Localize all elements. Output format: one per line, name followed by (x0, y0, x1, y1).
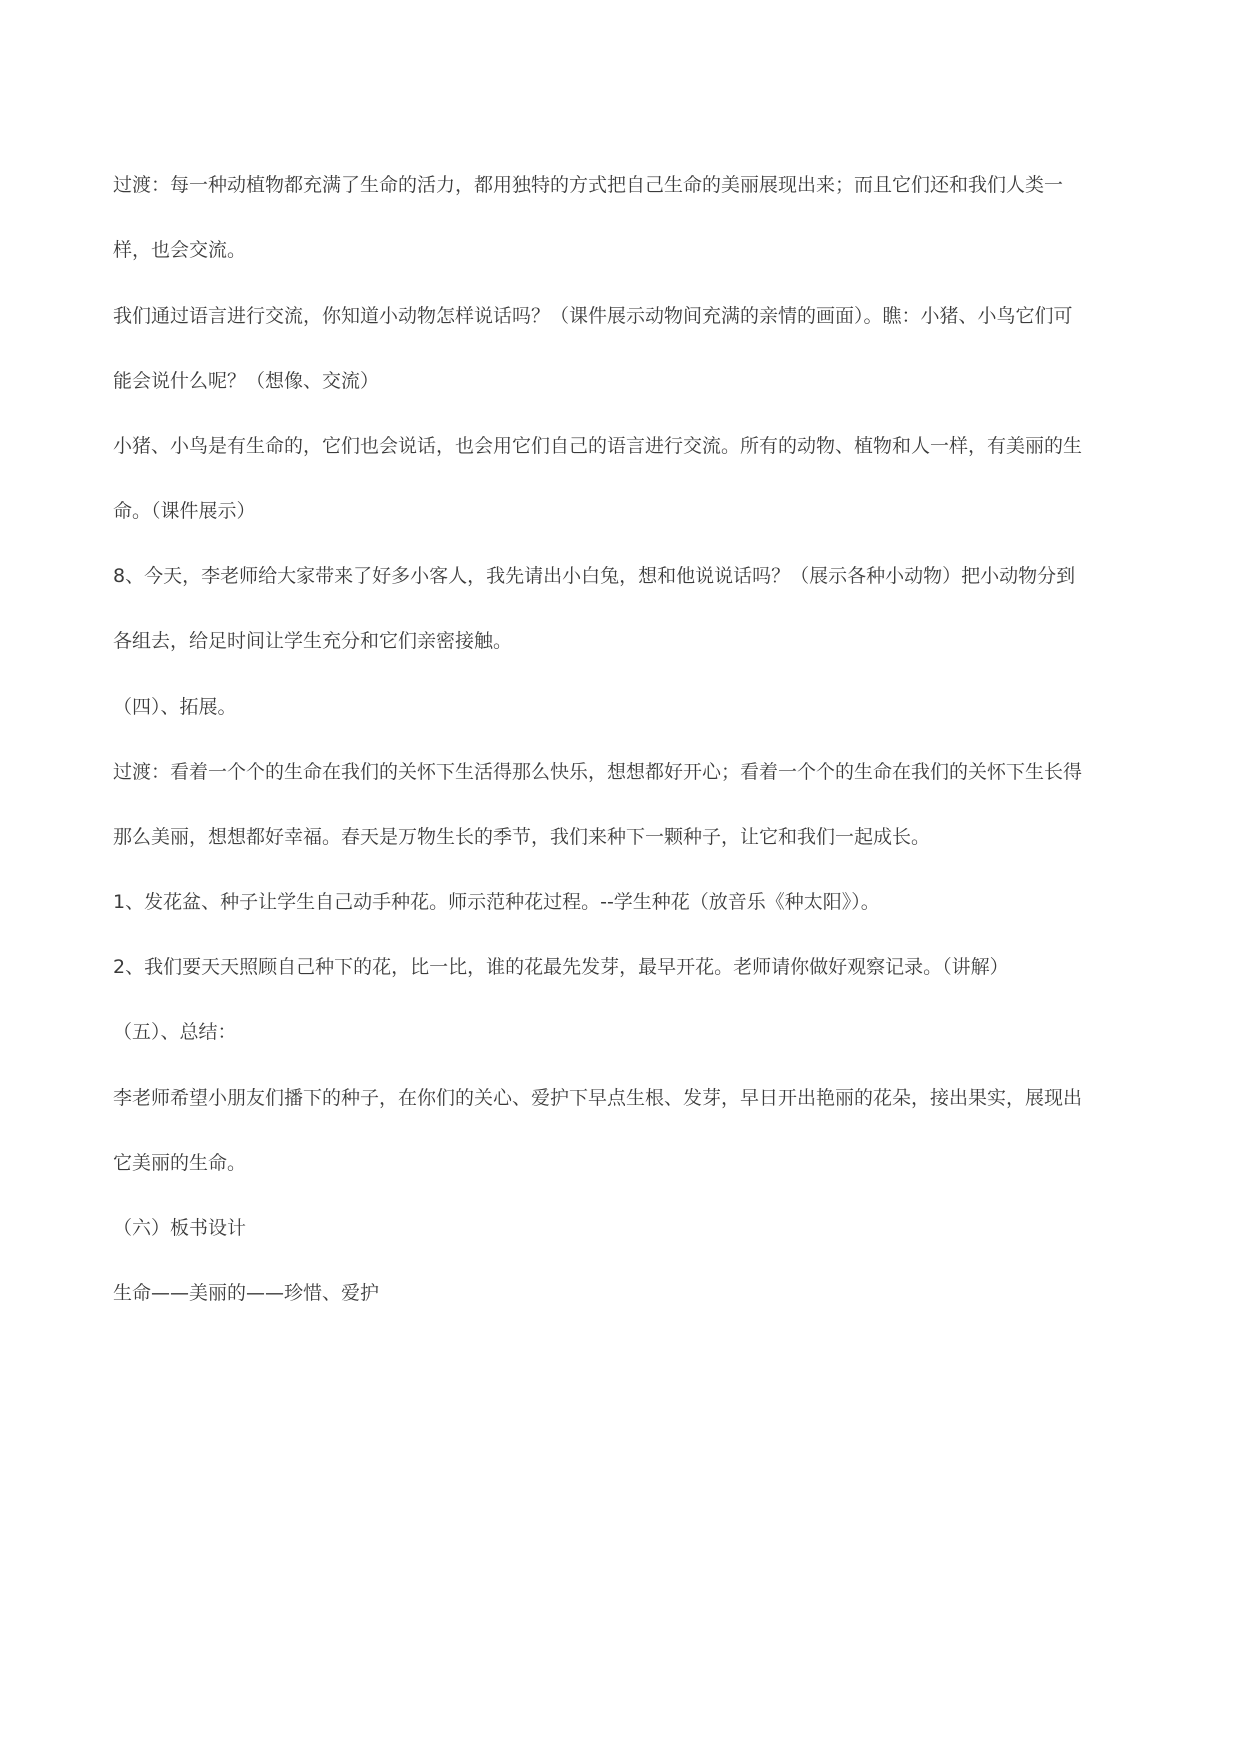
paragraph-line: 样，也会交流。 (113, 239, 247, 261)
list-item: 2、我们要天天照顾自己种下的花，比一比，谁的花最先发芽，最早开花。老师请你做好观察记录。（讲解） (113, 956, 1009, 978)
paragraph-line: 8、今天，李老师给大家带来了好多小客人，我先请出小白兔，想和他说说话吗？（展示各种小动物）把小动物分到 (113, 565, 1076, 587)
paragraph-line: 它美丽的生命。 (113, 1152, 247, 1174)
paragraph-line: 我们通过语言进行交流，你知道小动物怎样说话吗？（课件展示动物间充满的亲情的画面）。瞧：小猪、小鸟它们可 (113, 305, 1073, 327)
paragraph-line: 过渡：每一种动植物都充满了生命的活力，都用独特的方式把自己生命的美丽展现出来；而且它们还和我们人类一 (113, 174, 1064, 196)
paragraph-line: 小猪、小鸟是有生命的，它们也会说话，也会用它们自己的语言进行交流。所有的动物、植物和人一样，有美丽的生 (113, 435, 1083, 457)
paragraph-line: 能会说什么呢？（想像、交流） (113, 370, 380, 392)
section-heading: （五）、总结： (113, 1021, 237, 1043)
section-heading: （四）、拓展。 (113, 696, 237, 718)
paragraph-line: 李老师希望小朋友们播下的种子，在你们的关心、爱护下早点生根、发芽，早日开出艳丽的花朵，接出果实，展现出 (113, 1087, 1083, 1109)
paragraph-line: 命。（课件展示） (113, 500, 256, 522)
paragraph-line: 那么美丽，想想都好幸福。春天是万物生长的季节，我们来种下一颗种子，让它和我们一起成长。 (113, 826, 931, 848)
list-item: 1、发花盆、种子让学生自己动手种花。师示范种花过程。--学生种花（放音乐《种太阳》）。 (113, 891, 880, 913)
board-design-line: 生命——美丽的——珍惜、爱护 (113, 1282, 380, 1304)
section-heading: （六）板书设计 (113, 1217, 247, 1239)
paragraph-line: 过渡：看着一个个的生命在我们的关怀下生活得那么快乐，想想都好开心；看着一个个的生命在我们的关怀下生长得 (113, 761, 1083, 783)
paragraph-line: 各组去，给足时间让学生充分和它们亲密接触。 (113, 630, 513, 652)
